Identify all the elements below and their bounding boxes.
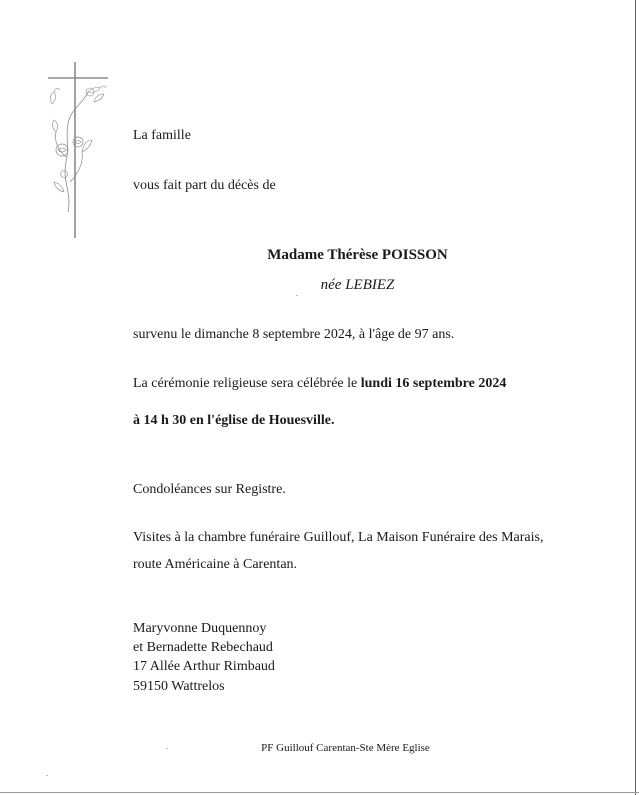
page-edge-bottom	[0, 792, 639, 793]
visits-line-2: route Américaine à Carentan.	[133, 557, 298, 572]
visits-line-1: Visites à la chambre funéraire Guillouf, La Maison Funéraire des Marais,	[133, 530, 544, 545]
footer	[0, 742, 639, 754]
cross-with-roses-icon	[44, 62, 114, 238]
condolences-line: Condoléances sur Registre.	[133, 482, 286, 497]
scan-speck	[166, 748, 168, 749]
scan-speck	[296, 295, 298, 296]
announce-line: vous fait part du décès de	[133, 178, 276, 193]
contact-name-2: et Bernadette Rebechaud	[133, 640, 273, 655]
deceased-name	[0, 247, 639, 264]
maiden-name	[0, 277, 639, 294]
maiden-name-text: née LEBIEZ	[320, 277, 395, 293]
intro-line: La famille	[133, 128, 191, 143]
ceremony-date: lundi 16 septembre 2024	[360, 376, 507, 391]
footer-text: PF Guillouf Carentan-Ste Mère Eglise	[261, 742, 430, 754]
ceremony-place-line: à 14 h 30 en l'église de Houesville.	[133, 413, 335, 428]
page-edge-right	[635, 0, 636, 795]
contact-name-1: Maryvonne Duquennoy	[133, 621, 267, 636]
ceremony-line	[133, 376, 506, 392]
ceremony-prefix: La cérémonie religieuse sera célébrée le	[133, 376, 361, 391]
scan-speck	[46, 775, 48, 776]
contact-address: 17 Allée Arthur Rimbaud	[133, 659, 275, 674]
deceased-name-text: Madame Thérèse POISSON	[267, 247, 448, 263]
contact-city: 59150 Wattrelos	[133, 679, 225, 694]
death-info-line: survenu le dimanche 8 septembre 2024, à l'âge de 97 ans.	[133, 327, 455, 342]
